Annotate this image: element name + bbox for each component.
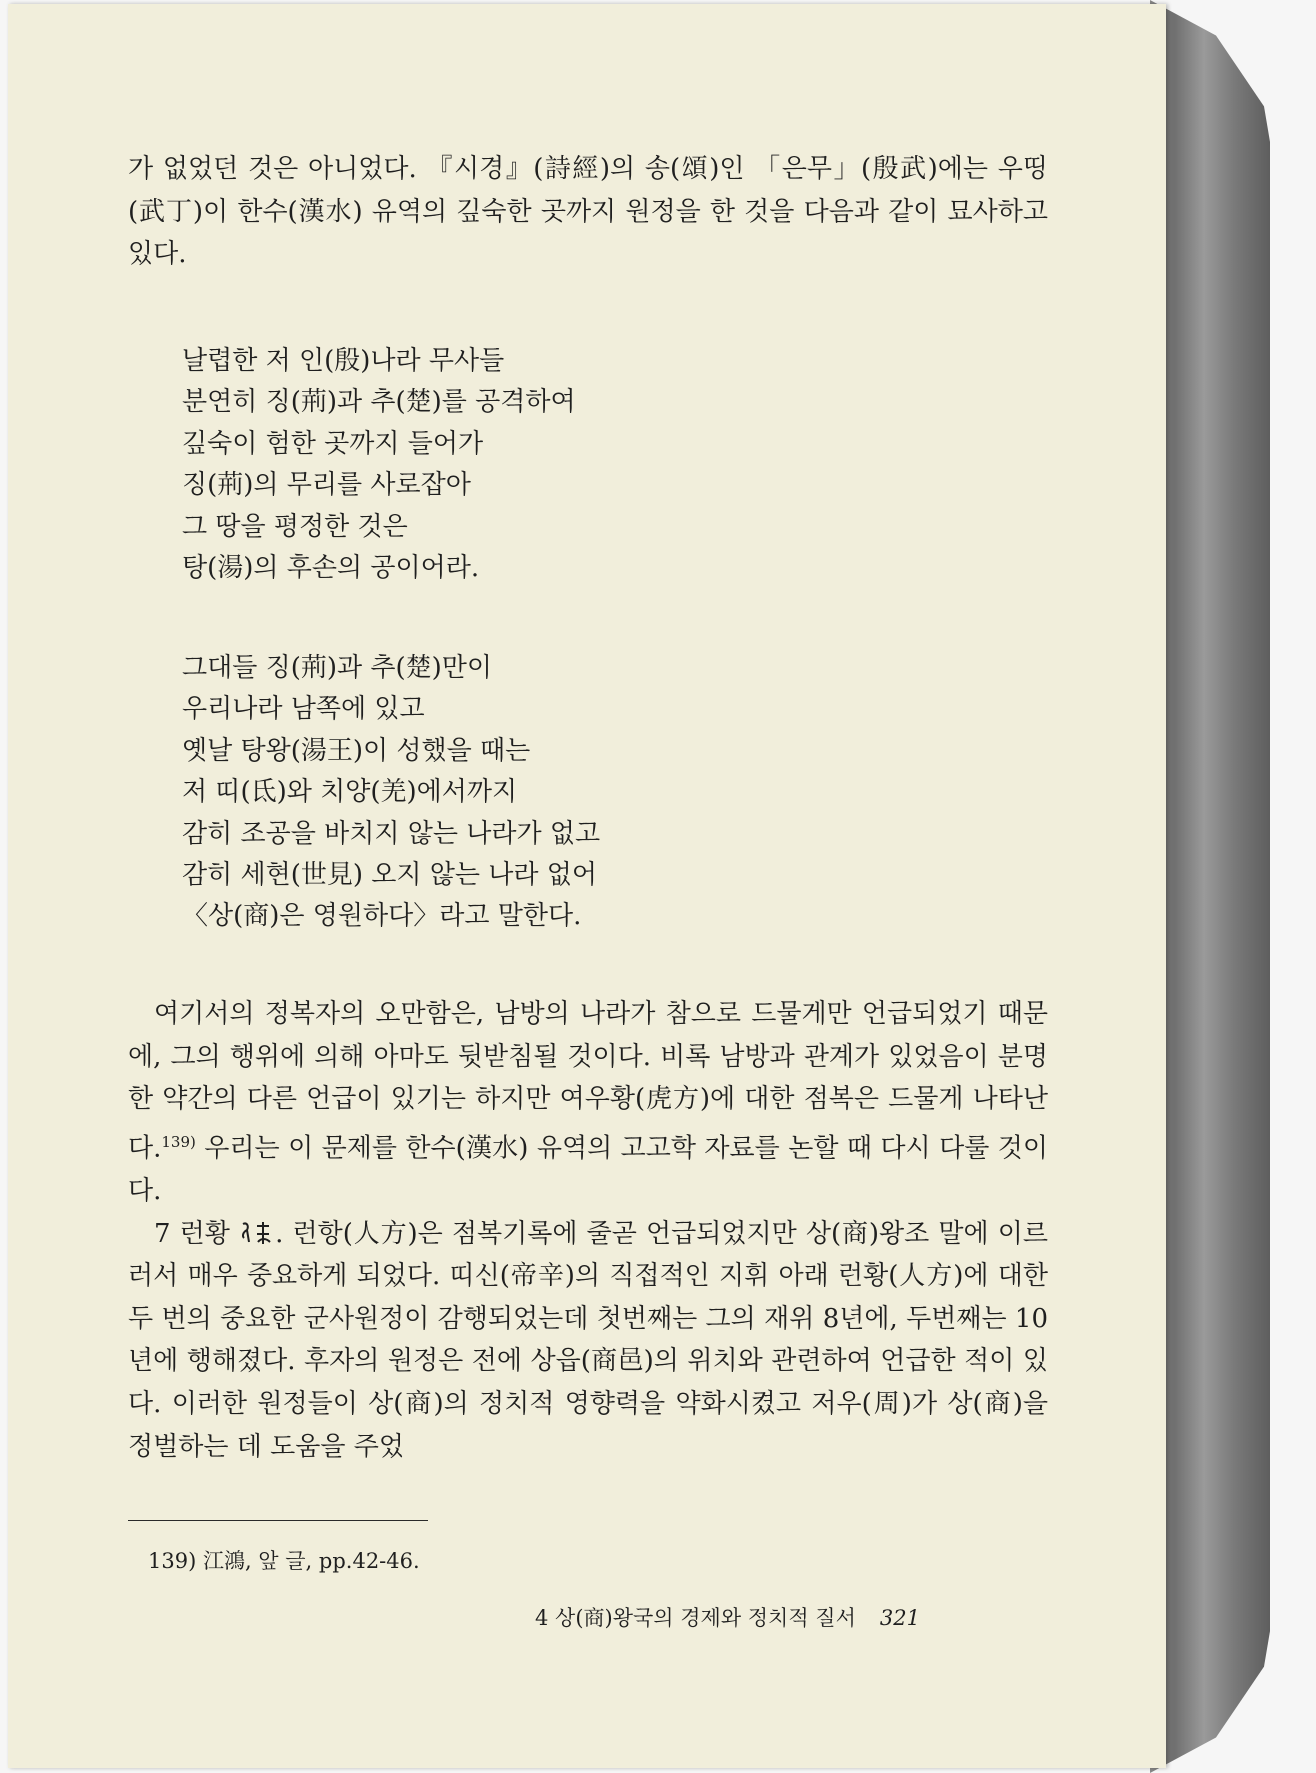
section-lead: 7 런황 — [154, 1218, 230, 1249]
paragraph-1-tail: 우리는 이 문제를 한수(漢水) 유역의 고고학 자료를 논할 때 다시 다룰 것이다. — [128, 1133, 1048, 1207]
oracle-bone-glyph-icon — [239, 1220, 275, 1246]
poem-line: 감히 조공을 바치지 않는 나라가 없고 — [182, 818, 601, 849]
poem-line: 저 띠(氐)와 치양(羌)에서까지 — [182, 777, 518, 808]
book-edge — [1150, 0, 1270, 1773]
poem-line: 감히 세현(世見) 오지 않는 나라 없어 — [182, 860, 598, 891]
poem-line: 깊숙이 험한 곳까지 들어가 — [182, 428, 484, 459]
paragraph-2-text: . 런항(人方)은 점복기록에 줄곧 언급되었지만 상(商)왕조 말에 이르러서 매우 중요하게 되었다. 띠신(帝辛)의 직접적인 지휘 아래 런황(人方)에 대한 두 번의 중요한 군사원정이 감행되었는데 첫번째는 그의 재위 8년에, 두번째는 10년에 행해졌다. 후자의 원정은 전에 상읍(商邑)의 위치와 관련하여 언급한 적이 있다. 이러한 원정들이 상(商)의 정치적 영향력을 약화시켰고 저우(周)가 상(商)을 정벌하는 데 도움을 주었 — [128, 1218, 1048, 1462]
poem-line: 징(荊)의 무리를 사로잡아 — [182, 470, 471, 501]
running-footer — [535, 1602, 920, 1632]
poem-stanza-2 — [182, 648, 1102, 938]
paragraph-2 — [128, 1213, 1048, 1469]
poem-line: 그대들 징(荊)과 추(楚)만이 — [182, 653, 493, 683]
poem-line: 날렵한 저 인(殷)나라 무사들 — [182, 346, 505, 376]
poem-line: 우리나라 남쪽에 있고 — [182, 694, 425, 725]
footnote-divider — [128, 1520, 428, 1521]
poem-line: 분연히 징(荊)과 추(楚)를 공격하여 — [182, 387, 576, 418]
footnote: 139) 江鴻, 앞 글, pp.42-46. — [148, 1549, 420, 1573]
poem-line: 탕(湯)의 후손의 공이어라. — [182, 553, 480, 584]
intro-paragraph — [128, 148, 1048, 276]
poem-line: 〈상(商)은 영원하다〉라고 말한다. — [182, 901, 582, 932]
running-head-title: 4 상(商)왕국의 경제와 정치적 질서 — [535, 1606, 856, 1630]
page-number: 321 — [879, 1606, 920, 1630]
poem-line: 그 땅을 평정한 것은 — [182, 511, 408, 542]
main-text — [128, 993, 1048, 1468]
footnote-reference: 139) — [161, 1132, 196, 1151]
paragraph-1-text: 여기서의 정복자의 오만함은, 남방의 나라가 참으로 드물게만 언급되었기 때문에, 그의 행위에 의해 아마도 뒷받침될 것이다. 비록 남방과 관계가 있었음이 분명한 약간의 다른 언급이 있기는 하지만 여우황(虎方)에 대한 점복은 드물게 나타난다. — [128, 999, 1048, 1164]
paragraph-1 — [128, 993, 1048, 1213]
poem-stanza-1 — [182, 341, 1102, 589]
poem-line: 옛날 탕왕(湯王)이 성했을 때는 — [182, 735, 531, 766]
intro-text: 가 없었던 것은 아니었다. 『시경』(詩經)의 송(頌)인 「은무」(殷武)에는 우띵(武丁)이 한수(漢水) 유역의 깊숙한 곳까지 원정을 한 것을 다음과 같이 묘사하고 있다. — [128, 154, 1048, 270]
